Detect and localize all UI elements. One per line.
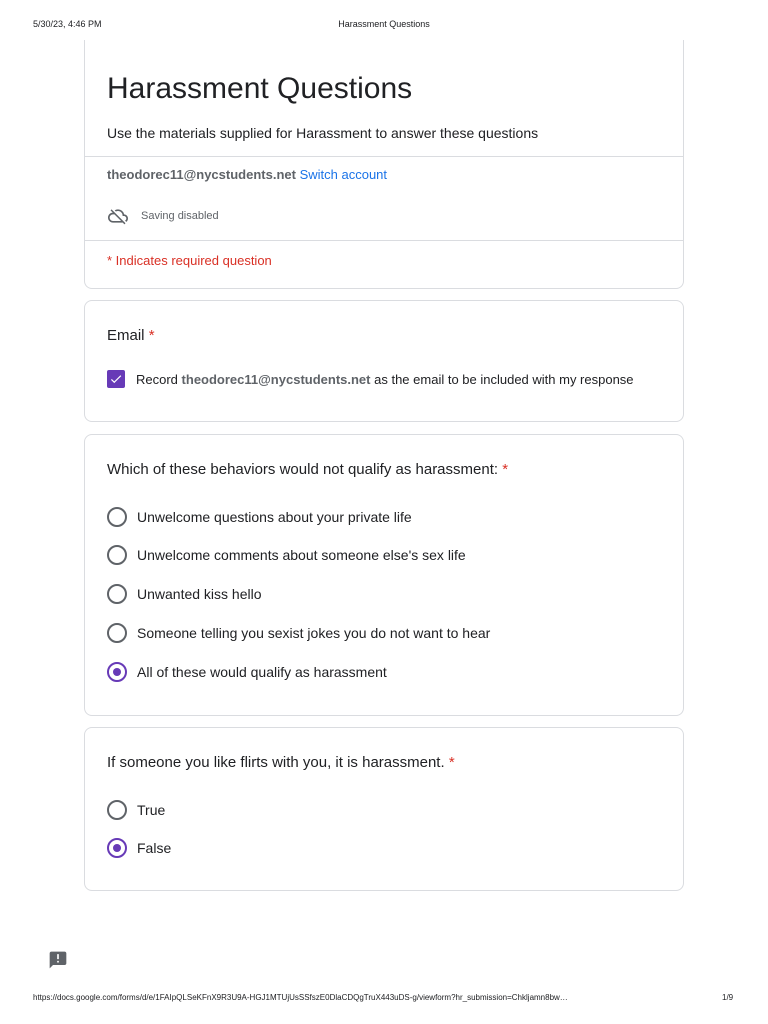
- radio-option[interactable]: [107, 545, 466, 565]
- record-label: [136, 372, 634, 387]
- checkmark-icon: [109, 372, 123, 386]
- option-label: Unwanted kiss hello: [137, 586, 262, 602]
- cloud-off-icon: [107, 206, 129, 226]
- radio-button[interactable]: [107, 584, 127, 604]
- form-title: Harassment Questions: [107, 72, 413, 105]
- option-label: All of these would qualify as harassment: [137, 664, 387, 680]
- radio-button-checked[interactable]: [107, 662, 127, 682]
- question-card-2: [84, 727, 684, 891]
- record-suffix: as the email to be included with my response: [374, 371, 634, 387]
- question-1-title-text: Which of these behaviors would not qualify as harassment:: [107, 461, 499, 478]
- print-datetime: 5/30/23, 4:46 PM: [33, 19, 102, 29]
- record-prefix: Record: [136, 371, 178, 387]
- radio-option[interactable]: [107, 623, 490, 643]
- form-description: Use the materials supplied for Harassment to answer these questions: [107, 125, 539, 141]
- radio-option[interactable]: [107, 584, 262, 604]
- saving-status-label: Saving disabled: [141, 210, 219, 222]
- required-asterisk: *: [502, 461, 509, 478]
- question-card-1: [84, 434, 684, 716]
- option-label: Unwelcome comments about someone else's sex life: [137, 547, 466, 563]
- saving-status: [107, 206, 219, 226]
- print-footer-url: https://docs.google.com/forms/d/e/1FAIpQLSeKFnX9R3U9A-HGJ1MTUjUsSSfszE0DlaCDQgTruX443uDS-g/viewform?hr_submission=Chkljamn8bw…: [33, 993, 568, 1002]
- radio-option[interactable]: [107, 507, 412, 527]
- report-problem-button[interactable]: [48, 950, 68, 970]
- required-note: * Indicates required question: [107, 253, 272, 268]
- question-2-title: [107, 754, 455, 771]
- option-label: False: [137, 840, 172, 856]
- radio-button[interactable]: [107, 545, 127, 565]
- question-1-title: [107, 461, 508, 478]
- switch-account-link[interactable]: Switch account: [299, 167, 388, 182]
- record-email: theodorec11@nycstudents.net: [181, 371, 371, 387]
- email-question-card: [84, 300, 684, 422]
- required-asterisk: *: [448, 754, 455, 771]
- report-problem-icon: [48, 950, 68, 970]
- radio-option-selected[interactable]: [107, 662, 387, 682]
- print-title: Harassment Questions: [338, 19, 430, 29]
- question-2-title-text: If someone you like flirts with you, it is harassment.: [107, 754, 445, 771]
- radio-button[interactable]: [107, 800, 127, 820]
- record-email-checkbox[interactable]: [107, 370, 125, 388]
- option-label: True: [137, 802, 166, 818]
- radio-button[interactable]: [107, 507, 127, 527]
- account-email: theodorec11@nycstudents.net: [107, 167, 296, 182]
- account-row: [107, 167, 387, 182]
- divider: [85, 240, 683, 241]
- record-email-checkbox-row[interactable]: [107, 370, 634, 388]
- email-title-text: Email: [107, 327, 145, 344]
- required-asterisk: *: [148, 327, 155, 344]
- divider: [85, 156, 683, 157]
- option-label: Someone telling you sexist jokes you do not want to hear: [137, 625, 491, 641]
- form-header-card: [84, 40, 684, 289]
- radio-option-selected[interactable]: [107, 838, 171, 858]
- option-label: Unwelcome questions about your private life: [137, 509, 412, 525]
- email-question-title: [107, 327, 155, 344]
- print-page-number: 1/9: [722, 993, 734, 1002]
- radio-option[interactable]: [107, 800, 165, 820]
- radio-button[interactable]: [107, 623, 127, 643]
- radio-button-checked[interactable]: [107, 838, 127, 858]
